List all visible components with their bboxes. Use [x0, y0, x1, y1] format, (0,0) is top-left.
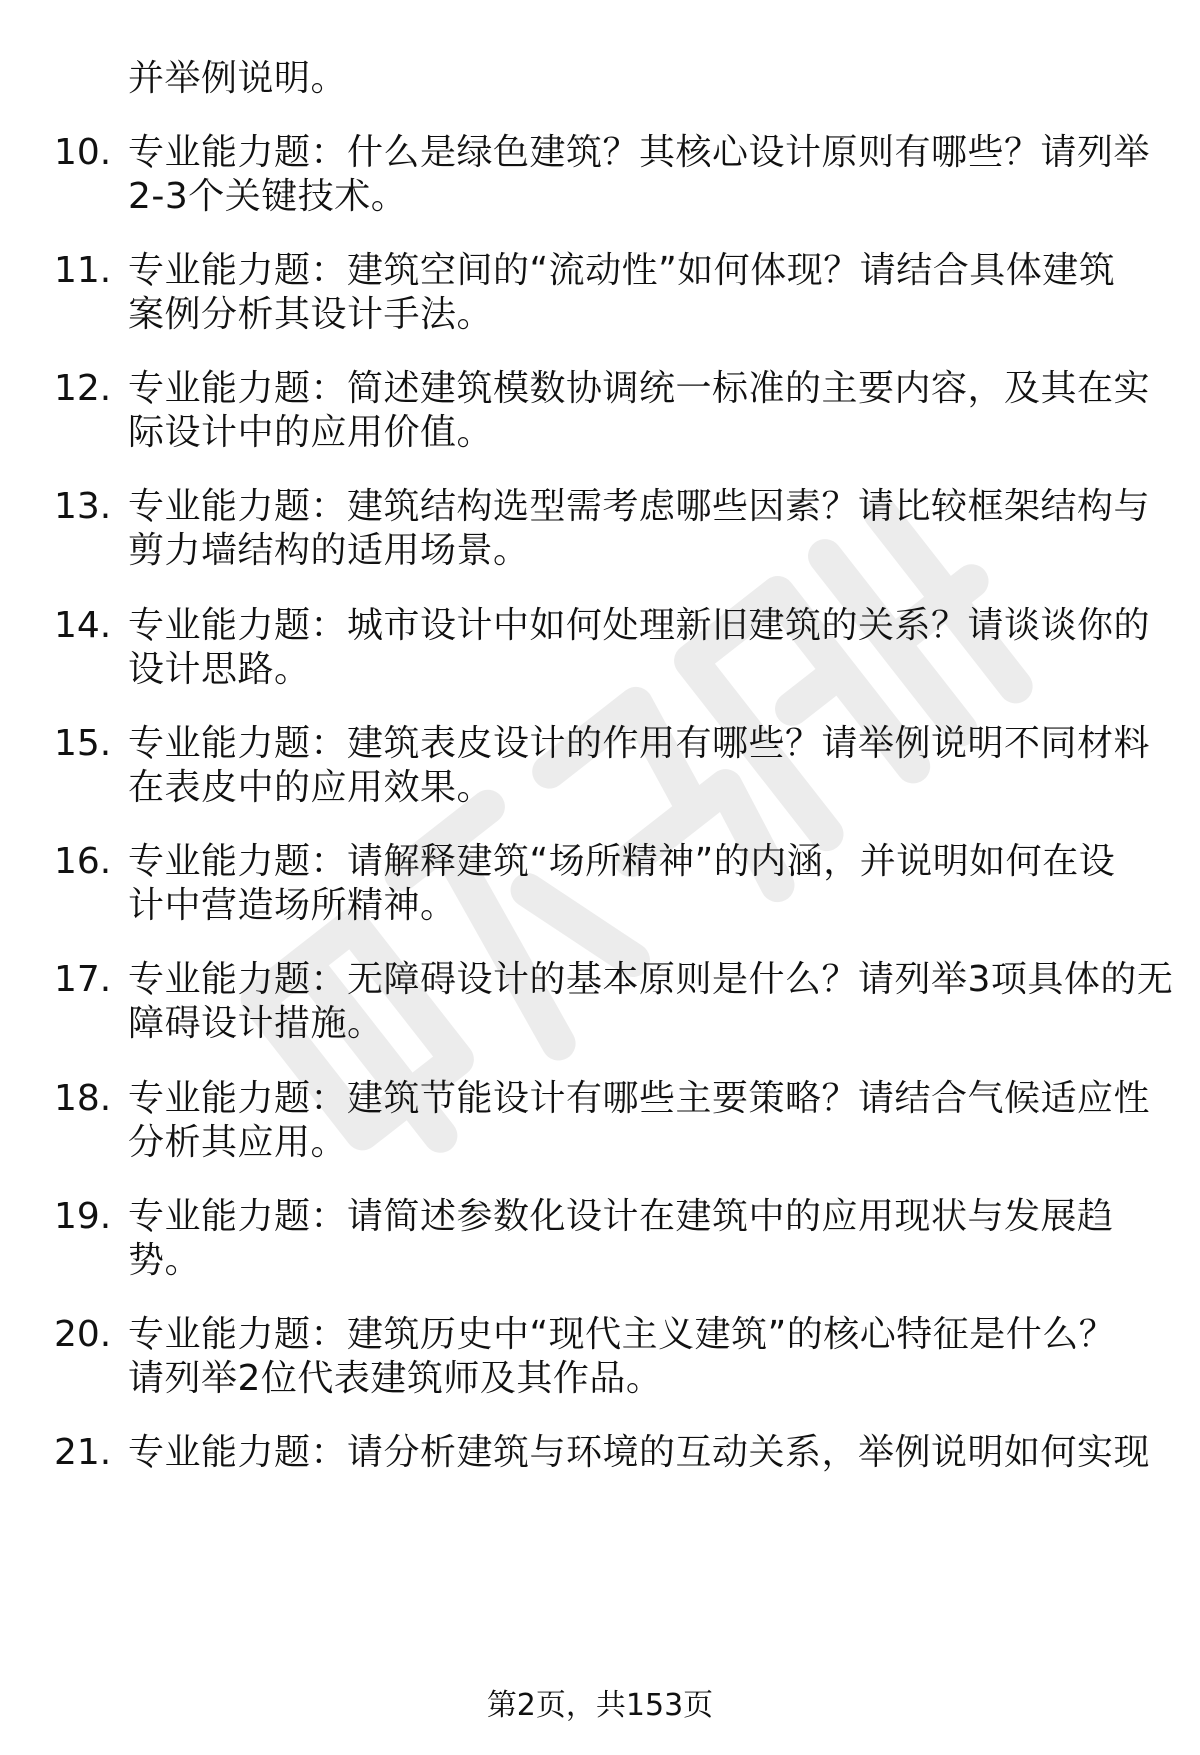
question-text-line2: 际设计中的应用价值。	[128, 412, 494, 453]
question-text-line1: 专业能力题：建筑历史中“现代主义建筑”的核心特征是什么？	[128, 1314, 1116, 1355]
question-text-line1: 专业能力题：无障碍设计的基本原则是什么？请列举3项具体的无	[128, 959, 1174, 1000]
question-number: 12.	[54, 368, 112, 409]
question-number: 10.	[54, 132, 112, 173]
question-text-line2: 障碍设计措施。	[128, 1003, 384, 1044]
question-text-line1: 专业能力题：请简述参数化设计在建筑中的应用现状与发展趋	[128, 1196, 1114, 1237]
question-text-line1: 专业能力题：建筑表皮设计的作用有哪些？请举例说明不同材料	[128, 723, 1151, 764]
question-text-line1: 专业能力题：建筑空间的“流动性”如何体现？请结合具体建筑	[128, 250, 1116, 291]
question-number: 19.	[54, 1196, 112, 1237]
question-text-line1: 专业能力题：请分析建筑与环境的互动关系，举例说明如何实现	[128, 1432, 1151, 1473]
question-text-line2: 剪力墙结构的适用场景。	[128, 530, 530, 571]
page-footer: 第2页，共153页	[486, 1688, 714, 1723]
question-text-line1: 专业能力题：建筑结构选型需考虑哪些因素？请比较框架结构与	[128, 486, 1151, 527]
question-text-line2: 请列举2位代表建筑师及其作品。	[128, 1358, 663, 1399]
question-text-line2: 设计思路。	[128, 649, 311, 690]
question-number: 13.	[54, 486, 112, 527]
question-text-line2: 计中营造场所精神。	[128, 885, 457, 926]
question-text-line2: 案例分析其设计手法。	[128, 294, 494, 335]
question-number: 15.	[54, 723, 112, 764]
question-number: 16.	[54, 841, 112, 882]
question-text-line1: 专业能力题：城市设计中如何处理新旧建筑的关系？请谈谈你的	[128, 605, 1151, 646]
question-number: 18.	[54, 1078, 112, 1119]
question-text-line1: 专业能力题：什么是绿色建筑？其核心设计原则有哪些？请列举	[128, 132, 1151, 173]
question-text-line1: 专业能力题：请解释建筑“场所精神”的内涵，并说明如何在设	[128, 841, 1116, 882]
question-number: 11.	[54, 250, 112, 291]
question-number: 21.	[54, 1432, 112, 1473]
question-number: 14.	[54, 605, 112, 646]
question-text-line1: 专业能力题：简述建筑模数协调统一标准的主要内容，及其在实	[128, 368, 1151, 409]
question-text-line1: 专业能力题：建筑节能设计有哪些主要策略？请结合气候适应性	[128, 1078, 1151, 1119]
question-number: 20.	[54, 1314, 112, 1355]
question-text-line2: 分析其应用。	[128, 1122, 348, 1163]
question-text-line2: 在表皮中的应用效果。	[128, 767, 494, 808]
question-text-line2: 势。	[128, 1240, 202, 1281]
question-number: 17.	[54, 959, 112, 1000]
question-text-line2: 2-3个关键技术。	[128, 176, 408, 217]
continuation-line: 并举例说明。	[128, 58, 348, 99]
